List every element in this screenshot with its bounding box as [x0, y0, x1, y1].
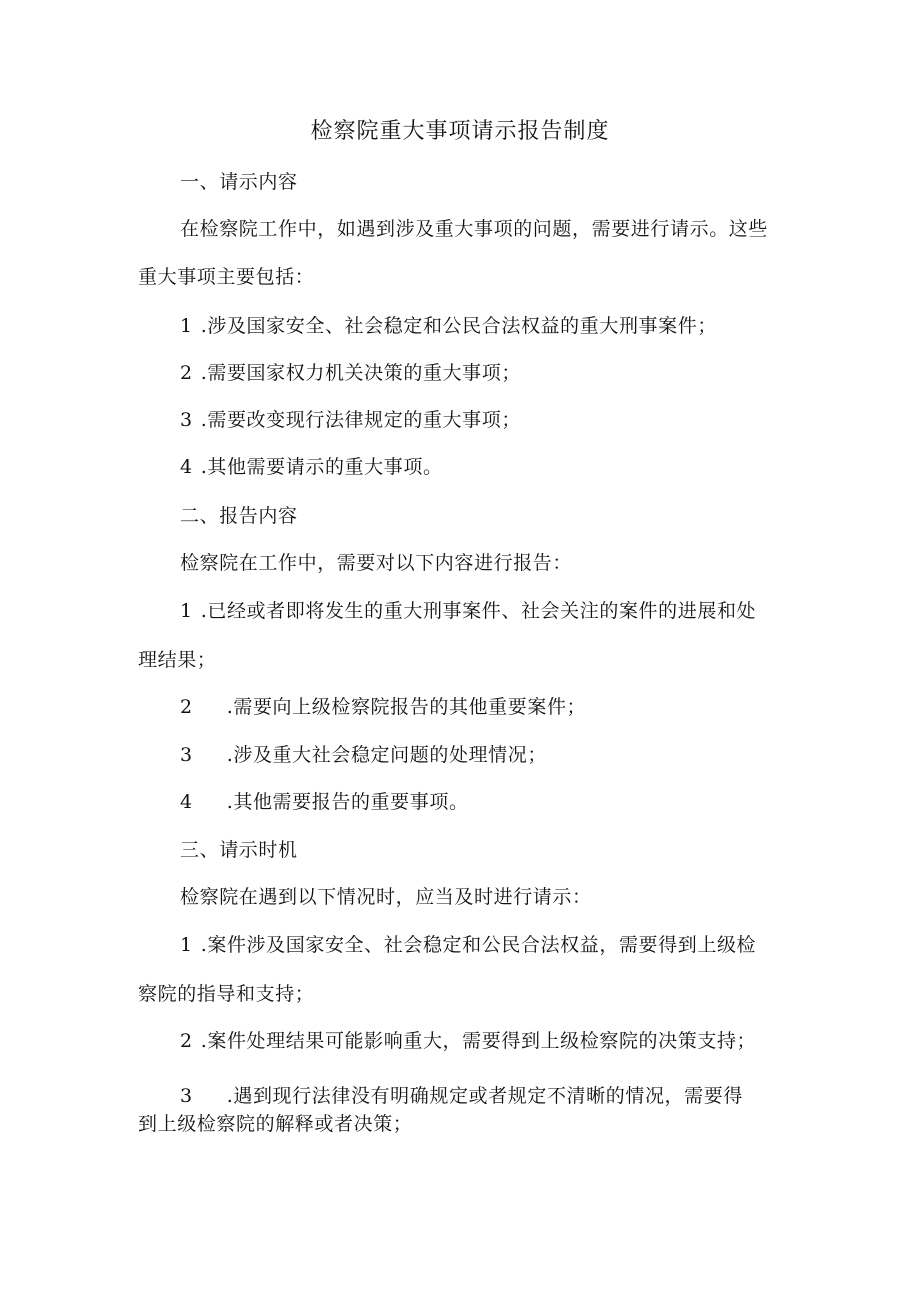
- item-number: 4: [180, 791, 193, 813]
- section2-intro: 检察院在工作中，需要对以下内容进行报告：: [180, 552, 573, 574]
- item-text: .需要改变现行法律规定的重大事项；: [200, 409, 521, 431]
- item-number: 2: [180, 696, 193, 718]
- item-number: 2: [180, 362, 193, 384]
- item-text: .其他需要报告的重要事项。: [226, 791, 469, 813]
- section1-item: [180, 314, 717, 338]
- item-text: .遇到现行法律没有明确规定或者规定不清晰的情况，需要得: [226, 1085, 743, 1107]
- item-number: 1: [180, 600, 193, 622]
- item-text: .其他需要请示的重大事项。: [200, 456, 443, 478]
- document-title: 检察院重大事项请示报告制度: [310, 119, 610, 144]
- item-text: .需要向上级检察院报告的其他重要案件；: [226, 696, 587, 718]
- item-number: 1: [180, 315, 193, 337]
- item-number: 3: [180, 1085, 193, 1107]
- section1-item: [180, 361, 521, 385]
- section2-item: [180, 599, 756, 623]
- section2-item: [180, 695, 586, 719]
- section2-item-continuation: 理结果；: [138, 649, 217, 671]
- item-text: .涉及国家安全、社会稳定和公民合法权益的重大刑事案件；: [200, 315, 717, 337]
- section3-intro: 检察院在遇到以下情况时，应当及时进行请示：: [180, 886, 592, 908]
- section1-intro-line1: 在检察院工作中，如遇到涉及重大事项的问题，需要进行请示。这些: [180, 218, 769, 240]
- section3-item: [180, 1084, 743, 1108]
- section3-item-continuation: 察院的指导和支持；: [138, 983, 315, 1005]
- section3-item: [180, 933, 756, 957]
- section1-item: [180, 455, 443, 479]
- section1-item: [180, 408, 521, 432]
- section2-item: [180, 790, 469, 814]
- item-number: 3: [180, 409, 193, 431]
- item-number: 2: [180, 1030, 193, 1052]
- section2-heading: 二、报告内容: [180, 505, 298, 527]
- item-text: .案件处理结果可能影响重大，需要得到上级检察院的决策支持；: [200, 1030, 757, 1052]
- item-text: .需要国家权力机关决策的重大事项；: [200, 362, 521, 384]
- item-number: 4: [180, 456, 193, 478]
- item-number: 3: [180, 744, 193, 766]
- item-text: .涉及重大社会稳定问题的处理情况；: [226, 744, 547, 766]
- section3-heading: 三、请示时机: [180, 839, 298, 861]
- item-text: .已经或者即将发生的重大刑事案件、社会关注的案件的进展和处: [200, 600, 757, 622]
- item-number: 1: [180, 934, 193, 956]
- item-text: .案件涉及国家安全、社会稳定和公民合法权益，需要得到上级检: [200, 934, 757, 956]
- section3-item: [180, 1029, 756, 1053]
- section3-item-continuation: 到上级检察院的解释或者决策；: [138, 1113, 413, 1135]
- section1-intro-line2: 重大事项主要包括：: [138, 266, 315, 288]
- section2-item: [180, 743, 547, 767]
- section1-heading: 一、请示内容: [180, 171, 298, 193]
